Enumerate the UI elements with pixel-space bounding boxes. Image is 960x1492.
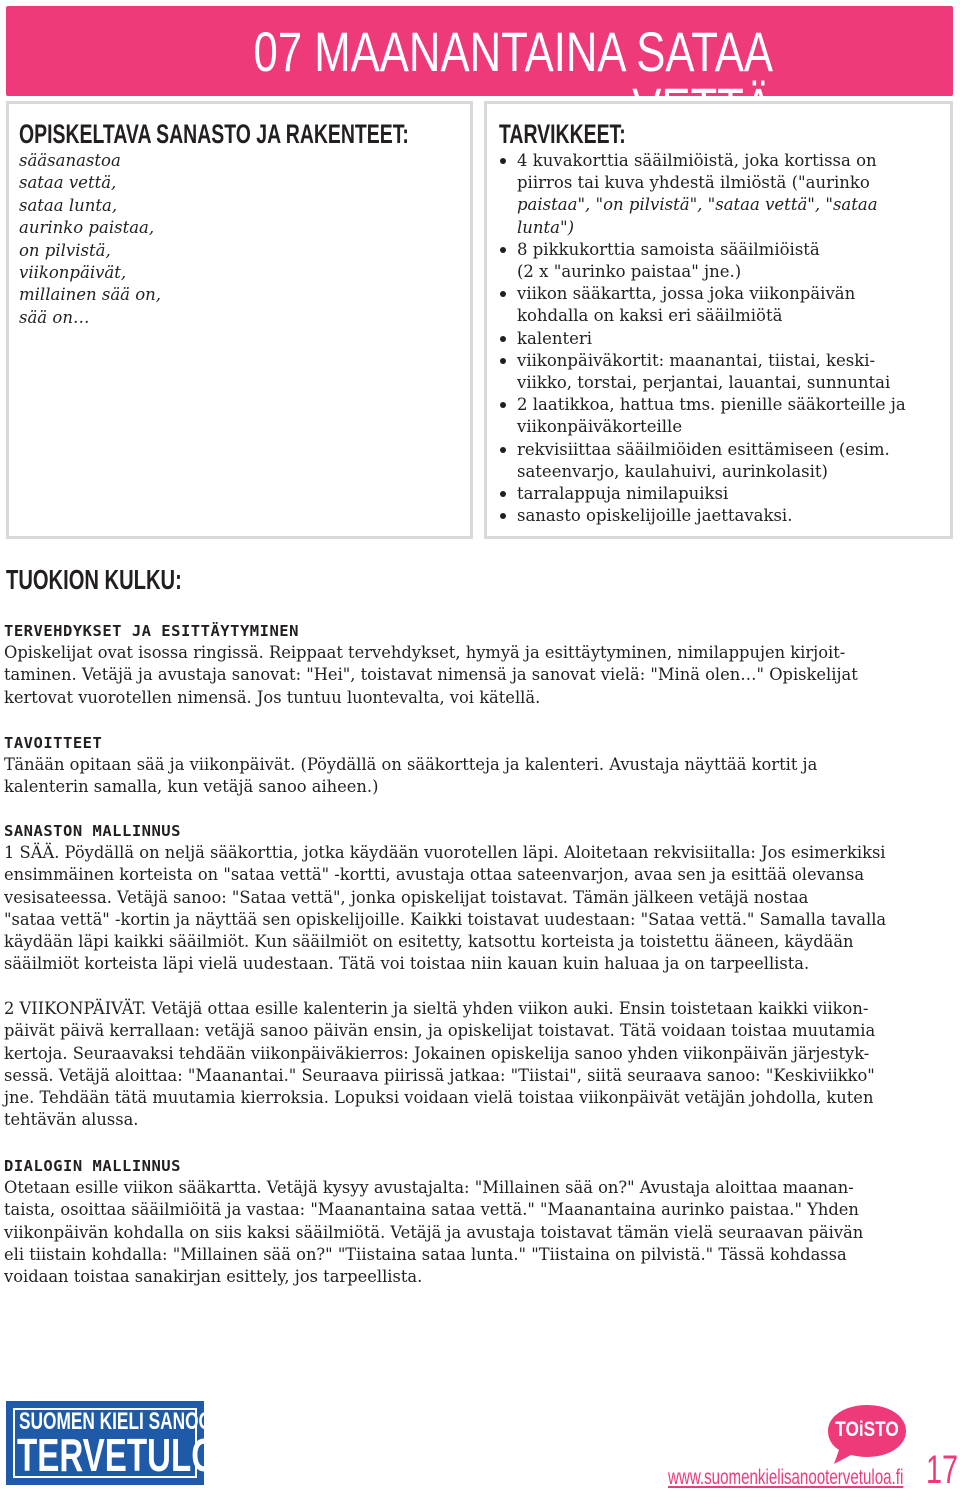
section-line: sessä. Vetäjä aloittaa: "Maanantai." Seuraava piirissä jatkaa: "Tiistai", siitä seuraava sanoo: "Keskiviikko" (4, 1065, 875, 1085)
flow-heading: TUOKION KULKU: (6, 564, 182, 595)
bullet-icon (500, 402, 506, 408)
supplies-list (499, 150, 944, 527)
supplies-item (499, 350, 944, 394)
vocabulary-item: sää on… (19, 307, 90, 327)
section-greetings (4, 620, 952, 709)
header-bar (6, 6, 953, 96)
supplies-item-line: sanasto opiskelijoille jaettavaksi. (517, 506, 793, 526)
bullet-icon (500, 247, 506, 253)
section-line: 1 SÄÄ. Pöydällä on neljä sääkorttia, jotka käydään vuorotellen läpi. Aloitetaan rekvisiitalla: Jos esimerkiksi (4, 843, 886, 862)
section-line: Tänään opitaan sää ja viikonpäivät. (Pöydällä on sääkortteja ja kalenteri. Avustaja näyttää kortit ja (4, 755, 818, 774)
supplies-item-line: 8 pikkukorttia samoista sääilmiöistä (517, 239, 820, 259)
supplies-item-line: kohdalla on kaksi eri sääilmiötä (517, 306, 783, 326)
section-weekdays (4, 998, 952, 1132)
section-line: viikonpäivän kohdalla on siis kaksi sääilmiötä. Vetäjä ja avustaja toistavat tämän vielä seuraavan päivän (4, 1222, 864, 1242)
section-line: voidaan toistaa sanakirjan esittely, jos tarpeellista. (4, 1267, 423, 1287)
toisto-logo-text: TOiSTO (835, 1418, 899, 1441)
supplies-item (499, 283, 944, 327)
supplies-item (499, 150, 944, 239)
section-line: "sataa vettä" -kortin ja näyttää sen opiskelijoille. Kaikki toistavat uudestaan: "Sataa vettä." Samalla tavalla (4, 909, 887, 929)
section-line: kertoja. Seuraavaksi tehdään viikonpäiväkierros: Jokainen opiskelija sanoo yhden viikonpäivän järjestyk- (4, 1043, 870, 1063)
supplies-box (484, 101, 953, 539)
toisto-logo (826, 1403, 908, 1465)
section-line: ensimmäinen korteista on "sataa vettä" -kortti, avustaja ottaa sateenvarjon, avaa sen ja esittää olevansa (4, 865, 865, 885)
vocabulary-item: viikonpäivät, (19, 263, 127, 283)
supplies-item (499, 483, 944, 505)
supplies-item-line: viikko, torstai, perjantai, lauantai, sunnuntai (517, 373, 891, 393)
vocabulary-item: sataa vettä, (19, 173, 117, 193)
section-line: jne. Tehdään tätä muutamia kierroksia. Lopuksi voidaan vielä toistaa viikonpäivät vetäjän johdolla, kuten (4, 1088, 874, 1108)
section-line: Opiskelijat ovat isossa ringissä. Reippaat tervehdykset, hymyä ja esittäytyminen, nimilappujen kirjoit- (4, 643, 846, 662)
supplies-item-line: tarralappuja nimilapuiksi (517, 484, 729, 504)
supplies-item-line: kalenteri (517, 328, 593, 348)
bullet-icon (500, 358, 506, 364)
section-heading: SANASTON MALLINNUS (4, 822, 181, 840)
section-heading: TERVEHDYKSET JA ESITTÄYTYMINEN (4, 622, 299, 640)
section-line: Otetaan esille viikon sääkartta. Vetäjä kysyy avustajalta: "Millainen sää on?" Avustaja aloittaa maanan- (4, 1178, 854, 1197)
section-dialogue-modeling (4, 1155, 952, 1288)
supplies-item (499, 505, 944, 527)
bullet-icon (500, 158, 506, 164)
tervetuloa-logo (6, 1401, 241, 1485)
supplies-item (499, 328, 944, 350)
supplies-item (499, 239, 944, 283)
section-line: taista, osoittaa sääilmiöitä ja vastaa: "Maanantaina sataa vettä." "Maanantaina aurinko paistaa." Yhden (4, 1200, 859, 1220)
section-goals (4, 732, 952, 799)
vocabulary-item: sääsanastoa (19, 151, 121, 170)
supplies-item-line: paistaa", "on pilvistä", "sataa vettä", "sataa (517, 195, 878, 215)
bullet-icon (500, 447, 506, 453)
supplies-item-line: rekvisiittaa sääilmiöiden esittämiseen (esim. (517, 439, 890, 459)
section-line: kertovat vuorotellen nimensä. Jos tuntuu luontevalta, voi kätellä. (4, 687, 541, 707)
page-title: 07 MAANANTAINA SATAA (253, 20, 773, 83)
supplies-item-line: viikon sääkartta, jossa joka viikonpäivän (517, 284, 856, 304)
supplies-item (499, 394, 944, 438)
vocabulary-item: on pilvistä, (19, 240, 111, 260)
vocabulary-item: sataa lunta, (19, 195, 118, 215)
supplies-item-line: sateenvarjo, kaulahuivi, aurinkolasit) (517, 461, 828, 481)
section-line: käydään läpi kaikki sääilmiöt. Kun sääilmiöt on esitetty, katsottu korteista ja toistettu ääneen, käydään (4, 932, 854, 952)
section-heading: TAVOITTEET (4, 734, 103, 752)
vocabulary-heading: OPISKELTAVA SANASTO JA RAKENTEET: (19, 119, 409, 149)
website-link[interactable]: www.suomenkielisanootervetuloa.fi (668, 1466, 904, 1489)
logo-line1: SUOMEN KIELI SANOO (19, 1408, 212, 1435)
logo-line2: TERVETULOA (17, 1429, 241, 1481)
vocabulary-item: aurinko paistaa, (19, 218, 155, 238)
bullet-icon (500, 513, 506, 519)
supplies-item-line: piirros tai kuva yhdestä ilmiöstä ("aurinko (517, 173, 870, 193)
vocabulary-item: millainen sää on, (19, 285, 162, 305)
bullet-icon (500, 291, 506, 297)
supplies-item-line: viikonpäiväkorteille (517, 417, 683, 437)
vocabulary-box (6, 101, 473, 539)
supplies-item-line: 2 laatikkoa, hattua tms. pienille sääkorteille ja (517, 395, 906, 415)
vocabulary-list (19, 150, 161, 329)
section-line: tehtävän alussa. (4, 1110, 139, 1130)
section-line: päivät päivä kerrallaan: vetäjä sanoo päivän ensin, ja opiskelijat toistavat. Tätä voidaan toistaa muutamia (4, 1021, 876, 1041)
section-line: vesisateessa. Vetäjä sanoo: "Sataa vettä", jonka opiskelijat toistavat. Tämän jälkeen vetäjä nostaa (4, 887, 809, 907)
section-heading: DIALOGIN MALLINNUS (4, 1157, 181, 1175)
supplies-item (499, 439, 944, 483)
section-vocabulary-modeling (4, 820, 952, 976)
page-number: 17 (926, 1448, 959, 1492)
supplies-item-line: (2 x "aurinko paistaa" jne.) (517, 262, 742, 282)
section-line: taminen. Vetäjä ja avustaja sanovat: "Hei", toistavat nimensä ja sanovat vielä: "Minä olen…" Opiskelijat (4, 665, 858, 685)
section-line: 2 VIIKONPÄIVÄT. Vetäjä ottaa esille kalenterin ja sieltä yhden viikon auki. Ensin toistetaan kaikki viikon- (4, 999, 869, 1018)
supplies-heading: TARVIKKEET: (499, 119, 626, 149)
supplies-item-line: viikonpäiväkortit: maanantai, tiistai, keski- (517, 350, 876, 370)
supplies-item-line: 4 kuvakorttia sääilmiöistä, joka kortissa on (517, 151, 877, 170)
supplies-item-line: lunta") (517, 217, 575, 237)
section-line: eli tiistain kohdalla: "Millainen sää on?" "Tiistaina sataa lunta." "Tiistaina on pilvistä." Tässä kohdassa (4, 1244, 847, 1264)
section-line: sääilmiöt korteista läpi vielä uudestaan. Tätä voi toistaa niin kauan kuin haluaa ja on tarpeellista. (4, 954, 810, 974)
section-line: kalenterin samalla, kun vetäjä sanoo aiheen.) (4, 777, 379, 797)
bullet-icon (500, 336, 506, 342)
bullet-icon (500, 491, 506, 497)
